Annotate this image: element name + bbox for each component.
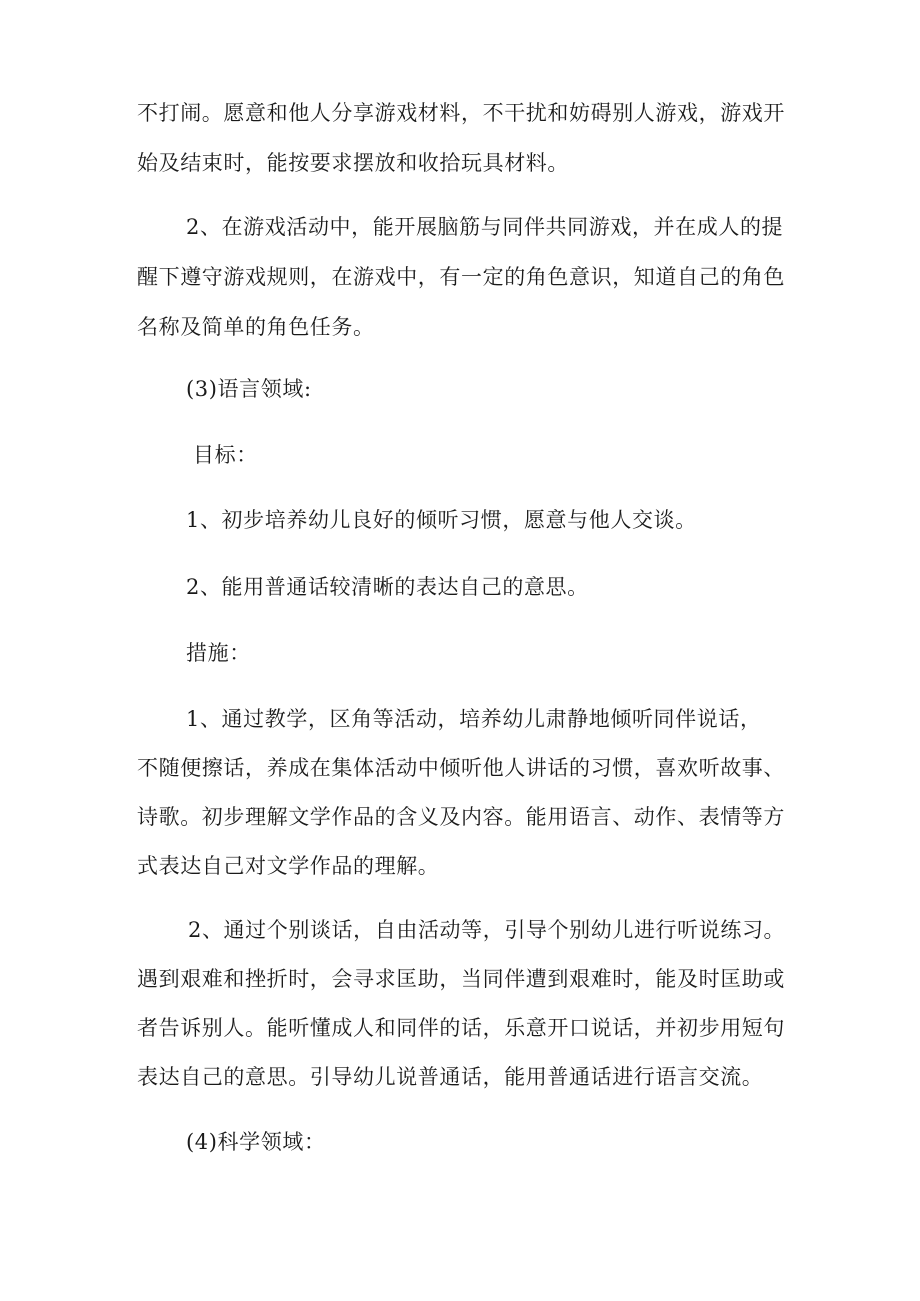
subheading: 措施： <box>186 641 251 665</box>
text-line: 1、初步培养幼儿良好的倾听习惯，愿意与他人交谈。 <box>186 508 697 532</box>
text-line: 2、在游戏活动中，能开展脑筋与同伴共同游戏，并在成人的提 <box>186 215 784 239</box>
text-line: 表达自己的意思。引导幼儿说普通话，能用普通话进行语言交流。 <box>137 1065 764 1089</box>
text-line: 2、通过个别谈话，自由活动等，引导个别幼儿进行听说练习。 <box>188 918 786 942</box>
text-line: 2、能用普通话较清晰的表达自己的意思。 <box>186 575 589 599</box>
text-line: 者告诉别人。能听懂成人和同伴的话，乐意开口说话，并初步用短句 <box>137 1016 785 1040</box>
text-line: 式表达自己对文学作品的理解。 <box>137 854 440 878</box>
text-line: 诗歌。初步理解文学作品的含义及内容。能用语言、动作、表情等方 <box>137 805 785 829</box>
text-line: 遇到艰难和挫折时，会寻求匡助，当同伴遭到艰难时，能及时匡助或 <box>137 967 785 991</box>
text-line: 醒下遵守游戏规则，在游戏中，有一定的角色意识，知道自己的角色 <box>137 265 785 289</box>
text-line: 1、通过教学，区角等活动，培养幼儿肃静地倾听同伴说话， <box>186 707 762 731</box>
text-line: 不打闹。愿意和他人分享游戏材料，不干扰和妨碍别人游戏，游戏开 <box>137 101 785 125</box>
text-line: 始及结束时，能按要求摆放和收拾玩具材料。 <box>137 151 569 175</box>
text-line: 名称及简单的角色任务。 <box>137 315 375 339</box>
text-line: 不随便擦话，养成在集体活动中倾听他人讲话的习惯，喜欢听故事、 <box>137 756 785 780</box>
section-heading: (4)科学领域： <box>186 1130 326 1154</box>
subheading: 目标： <box>193 443 258 467</box>
section-heading: (3)语言领域: <box>186 377 312 401</box>
